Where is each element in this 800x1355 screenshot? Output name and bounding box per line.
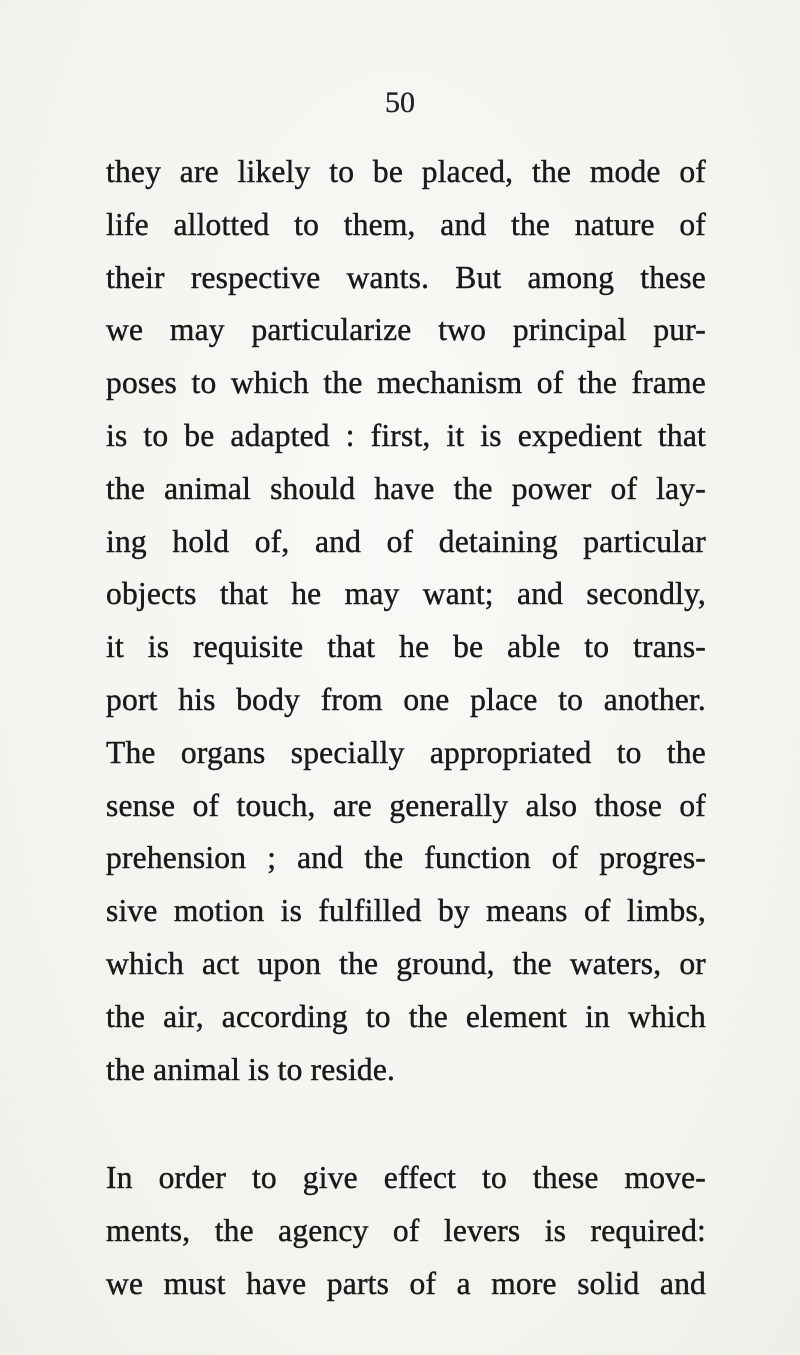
text-line: life allotted to them, and the nature of bbox=[106, 206, 706, 242]
text-line: it is requisite that he be able to trans- bbox=[106, 629, 706, 665]
text-line: ing hold of, and of detaining particular bbox=[106, 523, 706, 559]
paragraph-gap bbox=[106, 1096, 706, 1152]
text-line: which act upon the ground, the waters, or bbox=[106, 945, 706, 981]
text-line: is to be adapted : first, it is expedient that bbox=[106, 417, 706, 453]
text-line: they are likely to be placed, the mode of bbox=[106, 154, 706, 189]
text-line: we must have parts of a more solid and bbox=[106, 1265, 706, 1301]
text-line: the animal is to reside. bbox=[106, 1051, 396, 1087]
text-line: The organs specially appropriated to the bbox=[106, 734, 706, 770]
text-line: sive motion is fulfilled by means of limbs, bbox=[106, 893, 706, 929]
text-line: objects that he may want; and secondly, bbox=[106, 576, 706, 612]
paragraph-2 bbox=[106, 1152, 706, 1310]
text-line: the air, according to the element in which bbox=[106, 998, 706, 1034]
text-line: prehension ; and the function of progres- bbox=[106, 840, 706, 876]
text-line: we may particularize two principal pur- bbox=[106, 312, 706, 348]
text-line: port his body from one place to another. bbox=[106, 681, 706, 717]
text-line: ments, the agency of levers is required: bbox=[106, 1213, 706, 1249]
body-text bbox=[106, 146, 706, 1311]
text-line: sense of touch, are generally also those of bbox=[106, 787, 706, 823]
paragraph-1 bbox=[106, 146, 706, 1096]
text-line: their respective wants. But among these bbox=[106, 259, 706, 295]
page-number: 50 bbox=[385, 86, 415, 119]
text-line: the animal should have the power of lay- bbox=[106, 470, 706, 506]
text-line: In order to give effect to these move- bbox=[106, 1160, 706, 1196]
text-line: poses to which the mechanism of the frame bbox=[106, 365, 706, 401]
